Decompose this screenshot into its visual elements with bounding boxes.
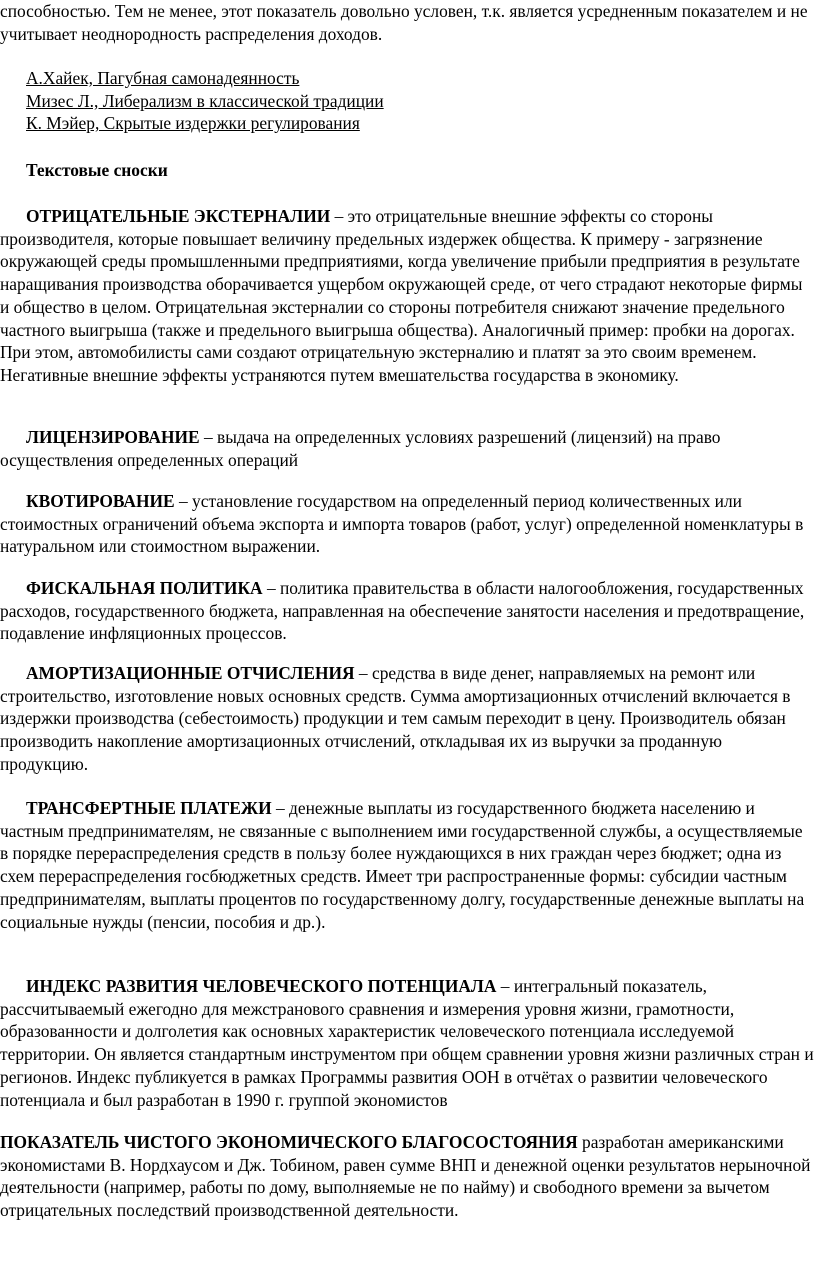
source-link-mises[interactable]: Мизес Л., Либерализм в классической традиции bbox=[26, 90, 384, 111]
entry-definition: разработан американскими экономистами В. Нордхаусом и Дж. Тобином, равен сумме ВНП и денежной оценки результатов нерыночной деятельности (например, работы по дому, выполняемые не по найму) и свободного времени за вычетом отрицательных последствий производственной деятельности. bbox=[0, 1132, 811, 1221]
entry-term: ПОКАЗАТЕЛЬ ЧИСТОГО ЭКОНОМИЧЕСКОГО БЛАГОСОСТОЯНИЯ bbox=[0, 1132, 578, 1152]
entry-term: ИНДЕКС РАЗВИТИЯ ЧЕЛОВЕЧЕСКОГО ПОТЕНЦИАЛА bbox=[26, 976, 497, 996]
source-link-hayek[interactable]: А.Хайек, Пагубная самонадеянность bbox=[26, 68, 300, 88]
entry-term: КВОТИРОВАНИЕ bbox=[26, 491, 175, 511]
entry-depreciation bbox=[0, 662, 814, 776]
entry-term: ОТРИЦАТЕЛЬНЫЕ ЭКСТЕРНАЛИИ bbox=[26, 206, 331, 226]
entry-hdi bbox=[0, 975, 814, 1111]
entry-licensing bbox=[0, 426, 814, 471]
entry-definition: – денежные выплаты из государственного бюджета населению и частным предпринимателям, не связанные с выполнением ими государственной службы, а осуществляемые в порядке перераспределения средств в пользу более нуждающихся в них граждан через бюджет; одна из схем перераспределения госбюджетных средств. Имеет три распространенные формы: субсидии частным предпринимателям, выплаты процентов по государственному долгу, государственные денежные выплаты на социальные нужды (пенсии, пособия и др.). bbox=[0, 798, 805, 932]
entry-term: ТРАНСФЕРТНЫЕ ПЛАТЕЖИ bbox=[26, 798, 272, 818]
footnotes-heading: Текстовые сноски bbox=[26, 160, 168, 180]
entry-term: ФИСКАЛЬНАЯ ПОЛИТИКА bbox=[26, 578, 263, 598]
entry-net-economic-welfare bbox=[0, 1131, 814, 1222]
entry-quotas bbox=[0, 490, 814, 558]
entry-definition: – выдача на определенных условиях разрешений (лицензий) на право осуществления определенных операций bbox=[0, 427, 721, 470]
entry-definition: – политика правительства в области налогообложения, государственных расходов, государственного бюджета, направленная на обеспечение занятости населения и предотвращение, подавление инфляционных процессов. bbox=[0, 578, 805, 644]
entry-fiscal-policy bbox=[0, 577, 814, 645]
intro-paragraph: способностью. Тем не менее, этот показатель довольно условен, т.к. является усредненным показателем и не учитывает неоднородность распределения доходов. bbox=[0, 1, 808, 44]
entry-definition: – средства в виде денег, направляемых на ремонт или строительство, изготовление новых основных средств. Сумма амортизационных отчислений включается в издержки производства (себестоимость) продукции и тем самым переходит в цену. Производитель обязан производить накопление амортизационных отчислений, откладывая их из выручки за проданную продукцию. bbox=[0, 663, 791, 774]
sources-list bbox=[26, 67, 384, 135]
entry-definition: – это отрицательные внешние эффекты со стороны производителя, которые повышает величину предельных издержек общества. К примеру - загрязнение окружающей среды промышленными предприятиями, когда увеличение прибыли предприятия в результате наращивания производства оборачивается ущербом окружающей среде, от чего страдают некоторые фирмы и общество в целом. Отрицательная экстерналии со стороны потребителя снижают значение предельного частного выигрыша (также и предельного выигрыша общества). Аналогичный пример: пробки на дорогах. При этом, автомобилисты сами создают отрицательную экстерналию и платят за это своим временем. Негативные внешние эффекты устраняются путем вмешательства государства в экономику. bbox=[0, 206, 803, 385]
entry-term: АМОРТИЗАЦИОННЫЕ ОТЧИСЛЕНИЯ bbox=[26, 663, 355, 683]
source-link-mayer[interactable]: К. Мэйер, Скрытые издержки регулирования bbox=[26, 113, 360, 134]
entry-definition: – установление государством на определенный период количественных или стоимостных ограничений объема экспорта и импорта товаров (работ, услуг) определенной номенклатуры в натуральном или стоимостном выражении. bbox=[0, 491, 804, 557]
entry-term: ЛИЦЕНЗИРОВАНИЕ bbox=[26, 427, 200, 447]
entry-transfer-payments bbox=[0, 797, 814, 933]
entry-definition: – интегральный показатель, рассчитываемый ежегодно для межстранового сравнения и измерения уровня жизни, грамотности, образованности и долголетия как основных характеристик человеческого потенциала исследуемой территории. Он является стандартным инструментом при общем сравнении уровня жизни различных стран и регионов. Индекс публикуется в рамках Программы развития ООН в отчётах о развитии человеческого потенциала и был разработан в 1990 г. группой экономистов bbox=[0, 976, 814, 1110]
entry-negative-externalities bbox=[0, 205, 814, 387]
